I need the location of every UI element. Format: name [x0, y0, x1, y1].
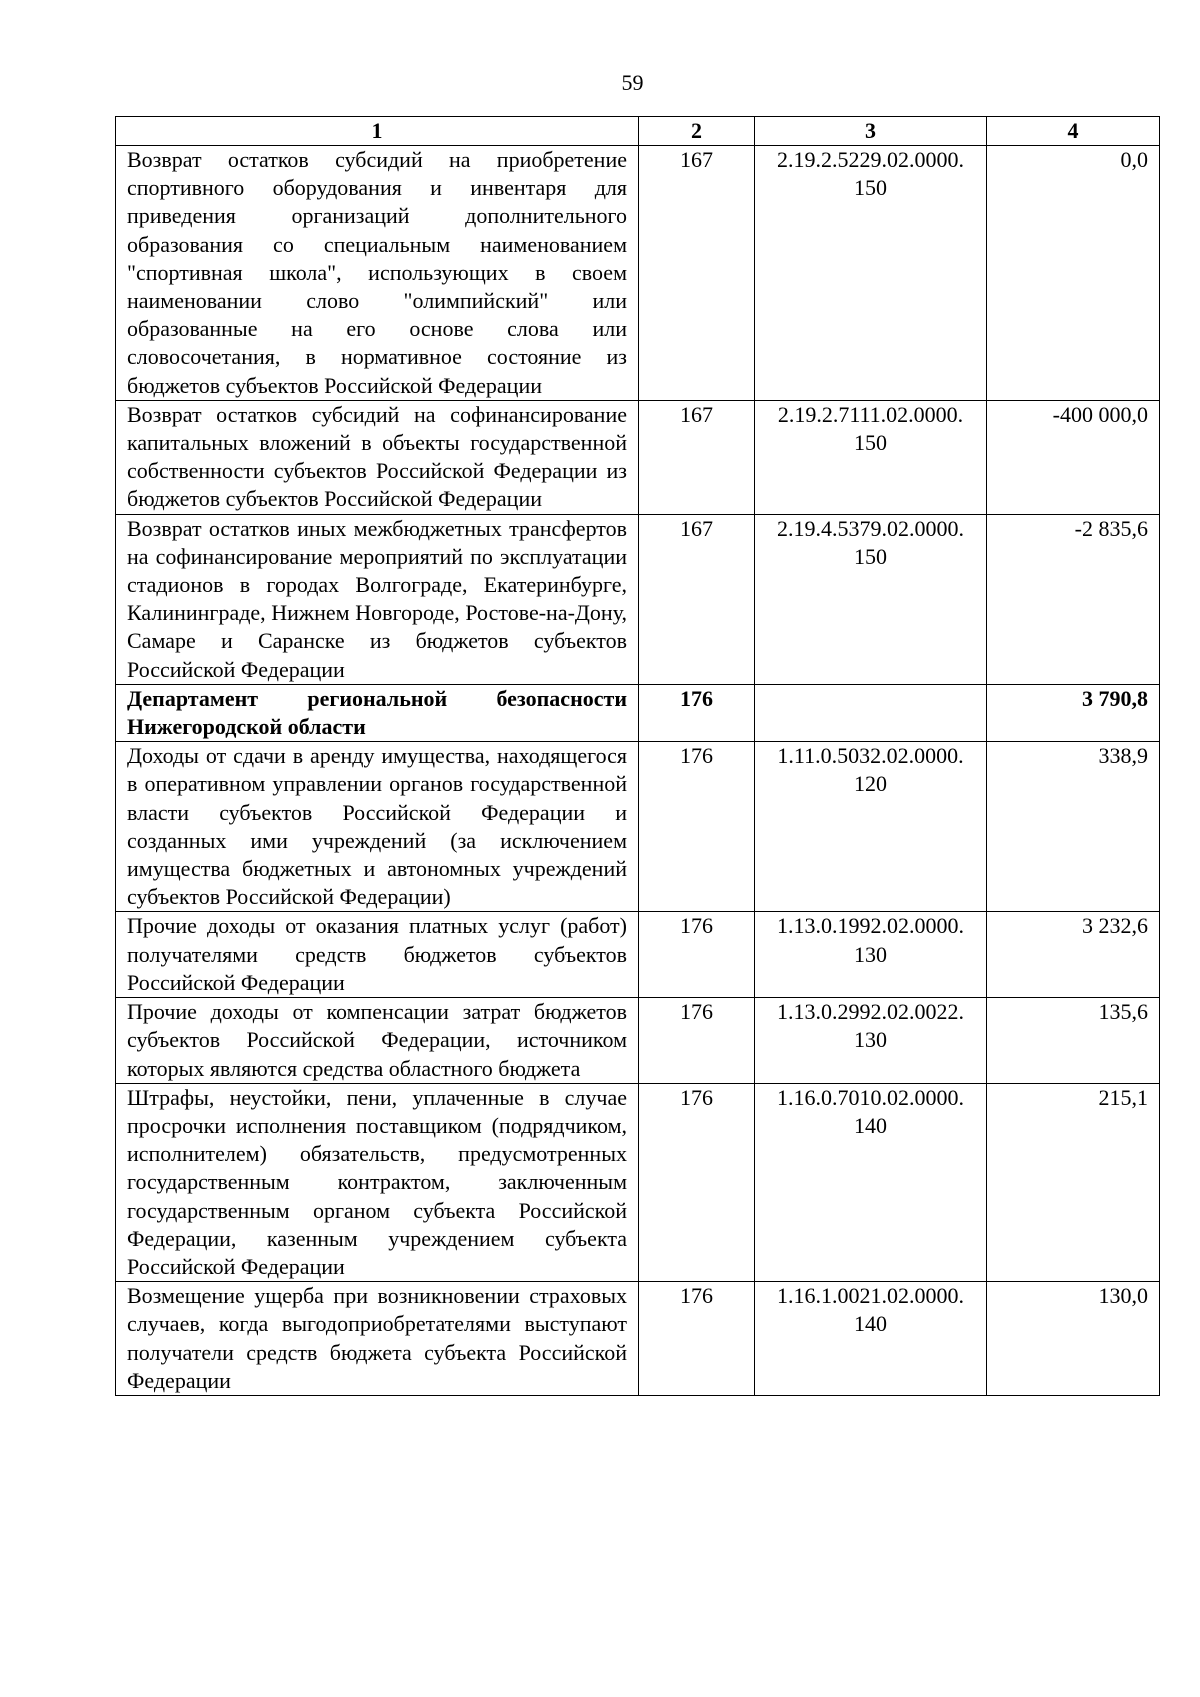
- row-amount: 0,0: [987, 146, 1160, 401]
- budget-code-main: 2.19.4.5379.02.0000.: [777, 515, 964, 541]
- row-amount: -400 000,0: [987, 400, 1160, 514]
- budget-code-main: 1.16.0.7010.02.0000.: [777, 1084, 964, 1110]
- budget-code-main: 1.16.1.0021.02.0000.: [777, 1283, 964, 1309]
- row-admin-code: 167: [639, 400, 755, 514]
- row-admin-code: 167: [639, 146, 755, 401]
- row-budget-code: [755, 912, 987, 998]
- row-admin-code: 176: [639, 998, 755, 1084]
- table-row: [116, 1083, 1160, 1281]
- row-budget-code: [755, 146, 987, 401]
- revenue-table: [115, 116, 1160, 1396]
- column-header-description: 1: [116, 117, 639, 146]
- budget-code-main: 1.13.0.2992.02.0022.: [777, 999, 964, 1025]
- budget-code-suffix: 150: [854, 175, 887, 201]
- row-admin-code: 176: [639, 742, 755, 912]
- budget-code-suffix: 120: [854, 771, 887, 797]
- row-description: Прочие доходы от оказания платных услуг (работ) получателями средств бюджетов субъектов Российской Федерации: [116, 912, 639, 998]
- budget-code-suffix: 150: [854, 430, 887, 456]
- table-row: [116, 912, 1160, 998]
- row-admin-code: 176: [639, 912, 755, 998]
- row-budget-code: [755, 400, 987, 514]
- department-row: [116, 684, 1160, 741]
- department-name: Департамент региональной безопасности Нижегородской области: [116, 684, 639, 741]
- column-header-amount: 4: [987, 117, 1160, 146]
- table-row: [116, 742, 1160, 912]
- budget-code-main: 2.19.2.5229.02.0000.: [777, 147, 964, 172]
- row-budget-code: [755, 742, 987, 912]
- row-budget-code: [755, 514, 987, 684]
- budget-code-main: 2.19.2.7111.02.0000.: [777, 401, 964, 427]
- row-budget-code: [755, 1083, 987, 1281]
- budget-code-suffix: 130: [854, 1027, 887, 1053]
- budget-code-suffix: 130: [854, 941, 887, 967]
- row-admin-code: 167: [639, 514, 755, 684]
- row-amount: 130,0: [987, 1282, 1160, 1396]
- row-description: Возмещение ущерба при возникновении страховых случаев, когда выгодоприобретателями выступают получатели средств бюджета субъекта Российской Федерации: [116, 1282, 639, 1396]
- row-description: Возврат остатков субсидий на софинансирование капитальных вложений в объекты государственной собственности субъектов Российской Федерации из бюджетов субъектов Российской Федерации: [116, 400, 639, 514]
- page-number: 59: [621, 70, 644, 95]
- table-row: [116, 1282, 1160, 1396]
- row-admin-code: 176: [639, 1083, 755, 1281]
- budget-code-suffix: 150: [854, 543, 887, 569]
- budget-code-main: 1.13.0.1992.02.0000.: [777, 913, 964, 939]
- row-description: Прочие доходы от компенсации затрат бюджетов субъектов Российской Федерации, источником которых являются средства областного бюджета: [116, 998, 639, 1084]
- table-row: [116, 998, 1160, 1084]
- row-budget-code: [755, 1282, 987, 1396]
- table-header-row: [116, 117, 1160, 146]
- row-budget-code: [755, 684, 987, 741]
- column-header-admin-code: 2: [639, 117, 755, 146]
- row-amount: 338,9: [987, 742, 1160, 912]
- table-row: [116, 514, 1160, 684]
- row-budget-code: [755, 998, 987, 1084]
- table-row: [116, 146, 1160, 401]
- department-admin-code: 176: [639, 684, 755, 741]
- row-amount: 3 232,6: [987, 912, 1160, 998]
- table-row: [116, 400, 1160, 514]
- row-amount: 135,6: [987, 998, 1160, 1084]
- row-description: Возврат остатков субсидий на приобретение спортивного оборудования и инвентаря для приведения организаций дополнительного образования со специальным наименованием "спортивная школа", использующих в своем наименовании слово "олимпийский" или образованные на его основе слова или словосочетания, в нормативное состояние из бюджетов субъектов Российской Федерации: [116, 146, 639, 401]
- row-description: Возврат остатков иных межбюджетных трансфертов на софинансирование мероприятий по эксплуатации стадионов в городах Волгограде, Екатеринбурге, Калининграде, Нижнем Новгороде, Ростове-на-Дону, Самаре и Саранске из бюджетов субъектов Российской Федерации: [116, 514, 639, 684]
- row-description: Доходы от сдачи в аренду имущества, находящегося в оперативном управлении органов государственной власти субъектов Российской Федерации и созданных ими учреждений (за исключением имущества бюджетных и автономных учреждений субъектов Российской Федерации): [116, 742, 639, 912]
- column-header-budget-code: 3: [755, 117, 987, 146]
- row-admin-code: 176: [639, 1282, 755, 1396]
- row-description: Штрафы, неустойки, пени, уплаченные в случае просрочки исполнения поставщиком (подрядчиком, исполнителем) обязательств, предусмотренных государственным контрактом, заключенным государственным органом субъекта Российской Федерации, казенным учреждением субъекта Российской Федерации: [116, 1083, 639, 1281]
- budget-code-suffix: 140: [854, 1311, 887, 1337]
- budget-code-suffix: 140: [854, 1112, 887, 1138]
- row-amount: 215,1: [987, 1083, 1160, 1281]
- budget-code-main: 1.11.0.5032.02.0000.: [777, 743, 964, 769]
- department-total: 3 790,8: [987, 684, 1160, 741]
- row-amount: -2 835,6: [987, 514, 1160, 684]
